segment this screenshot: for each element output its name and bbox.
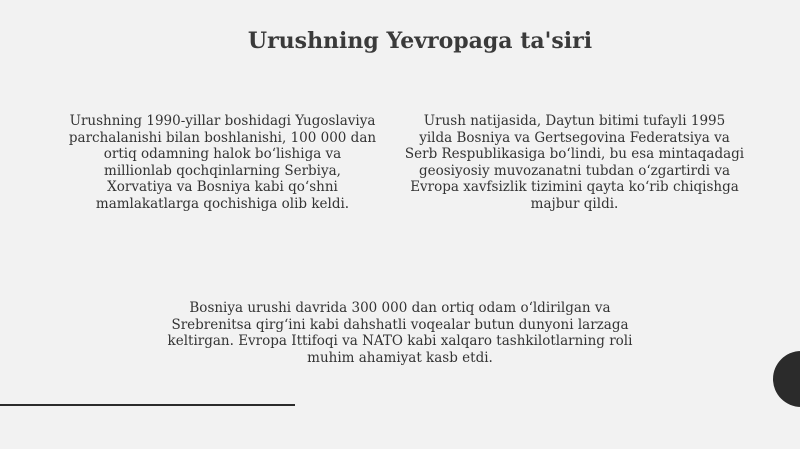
paragraph-left: Urushning 1990-yillar boshidagi Yugoslaviya parchalanishi bilan boshlanishi, 100 000 dan ortiq odamning halok bo‘lishiga va millionlab qochqinlarning Serbiya, Xorvatiya va Bosniya kabi qo‘shni mamlakatlarga qochishiga olib keldi.	[68, 113, 377, 212]
decorative-corner-circle	[773, 351, 800, 407]
decorative-bottom-line	[0, 404, 295, 406]
paragraph-bottom: Bosniya urushi davrida 300 000 dan ortiq odam o‘ldirilgan va Srebrenitsa qirg‘ini kabi dahshatli voqealar butun dunyoni larzaga keltirgan. Evropa Ittifoqi va NATO kabi xalqaro tashkilotlarning roli muhim ahamiyat kasb etdi.	[167, 300, 633, 366]
slide-title: Urushning Yevropaga ta'siri	[247, 28, 593, 54]
paragraph-right: Urush natijasida, Daytun bitimi tufayli 1995 yilda Bosniya va Gertsegovina Federatsiya va Serb Respublikasiga bo‘lindi, bu esa mintaqadagi geosiyosiy muvozanatni tubdan o‘zgartirdi va Evropa xavfsizlik tizimini qayta ko‘rib chiqishga majbur qildi.	[404, 113, 745, 212]
